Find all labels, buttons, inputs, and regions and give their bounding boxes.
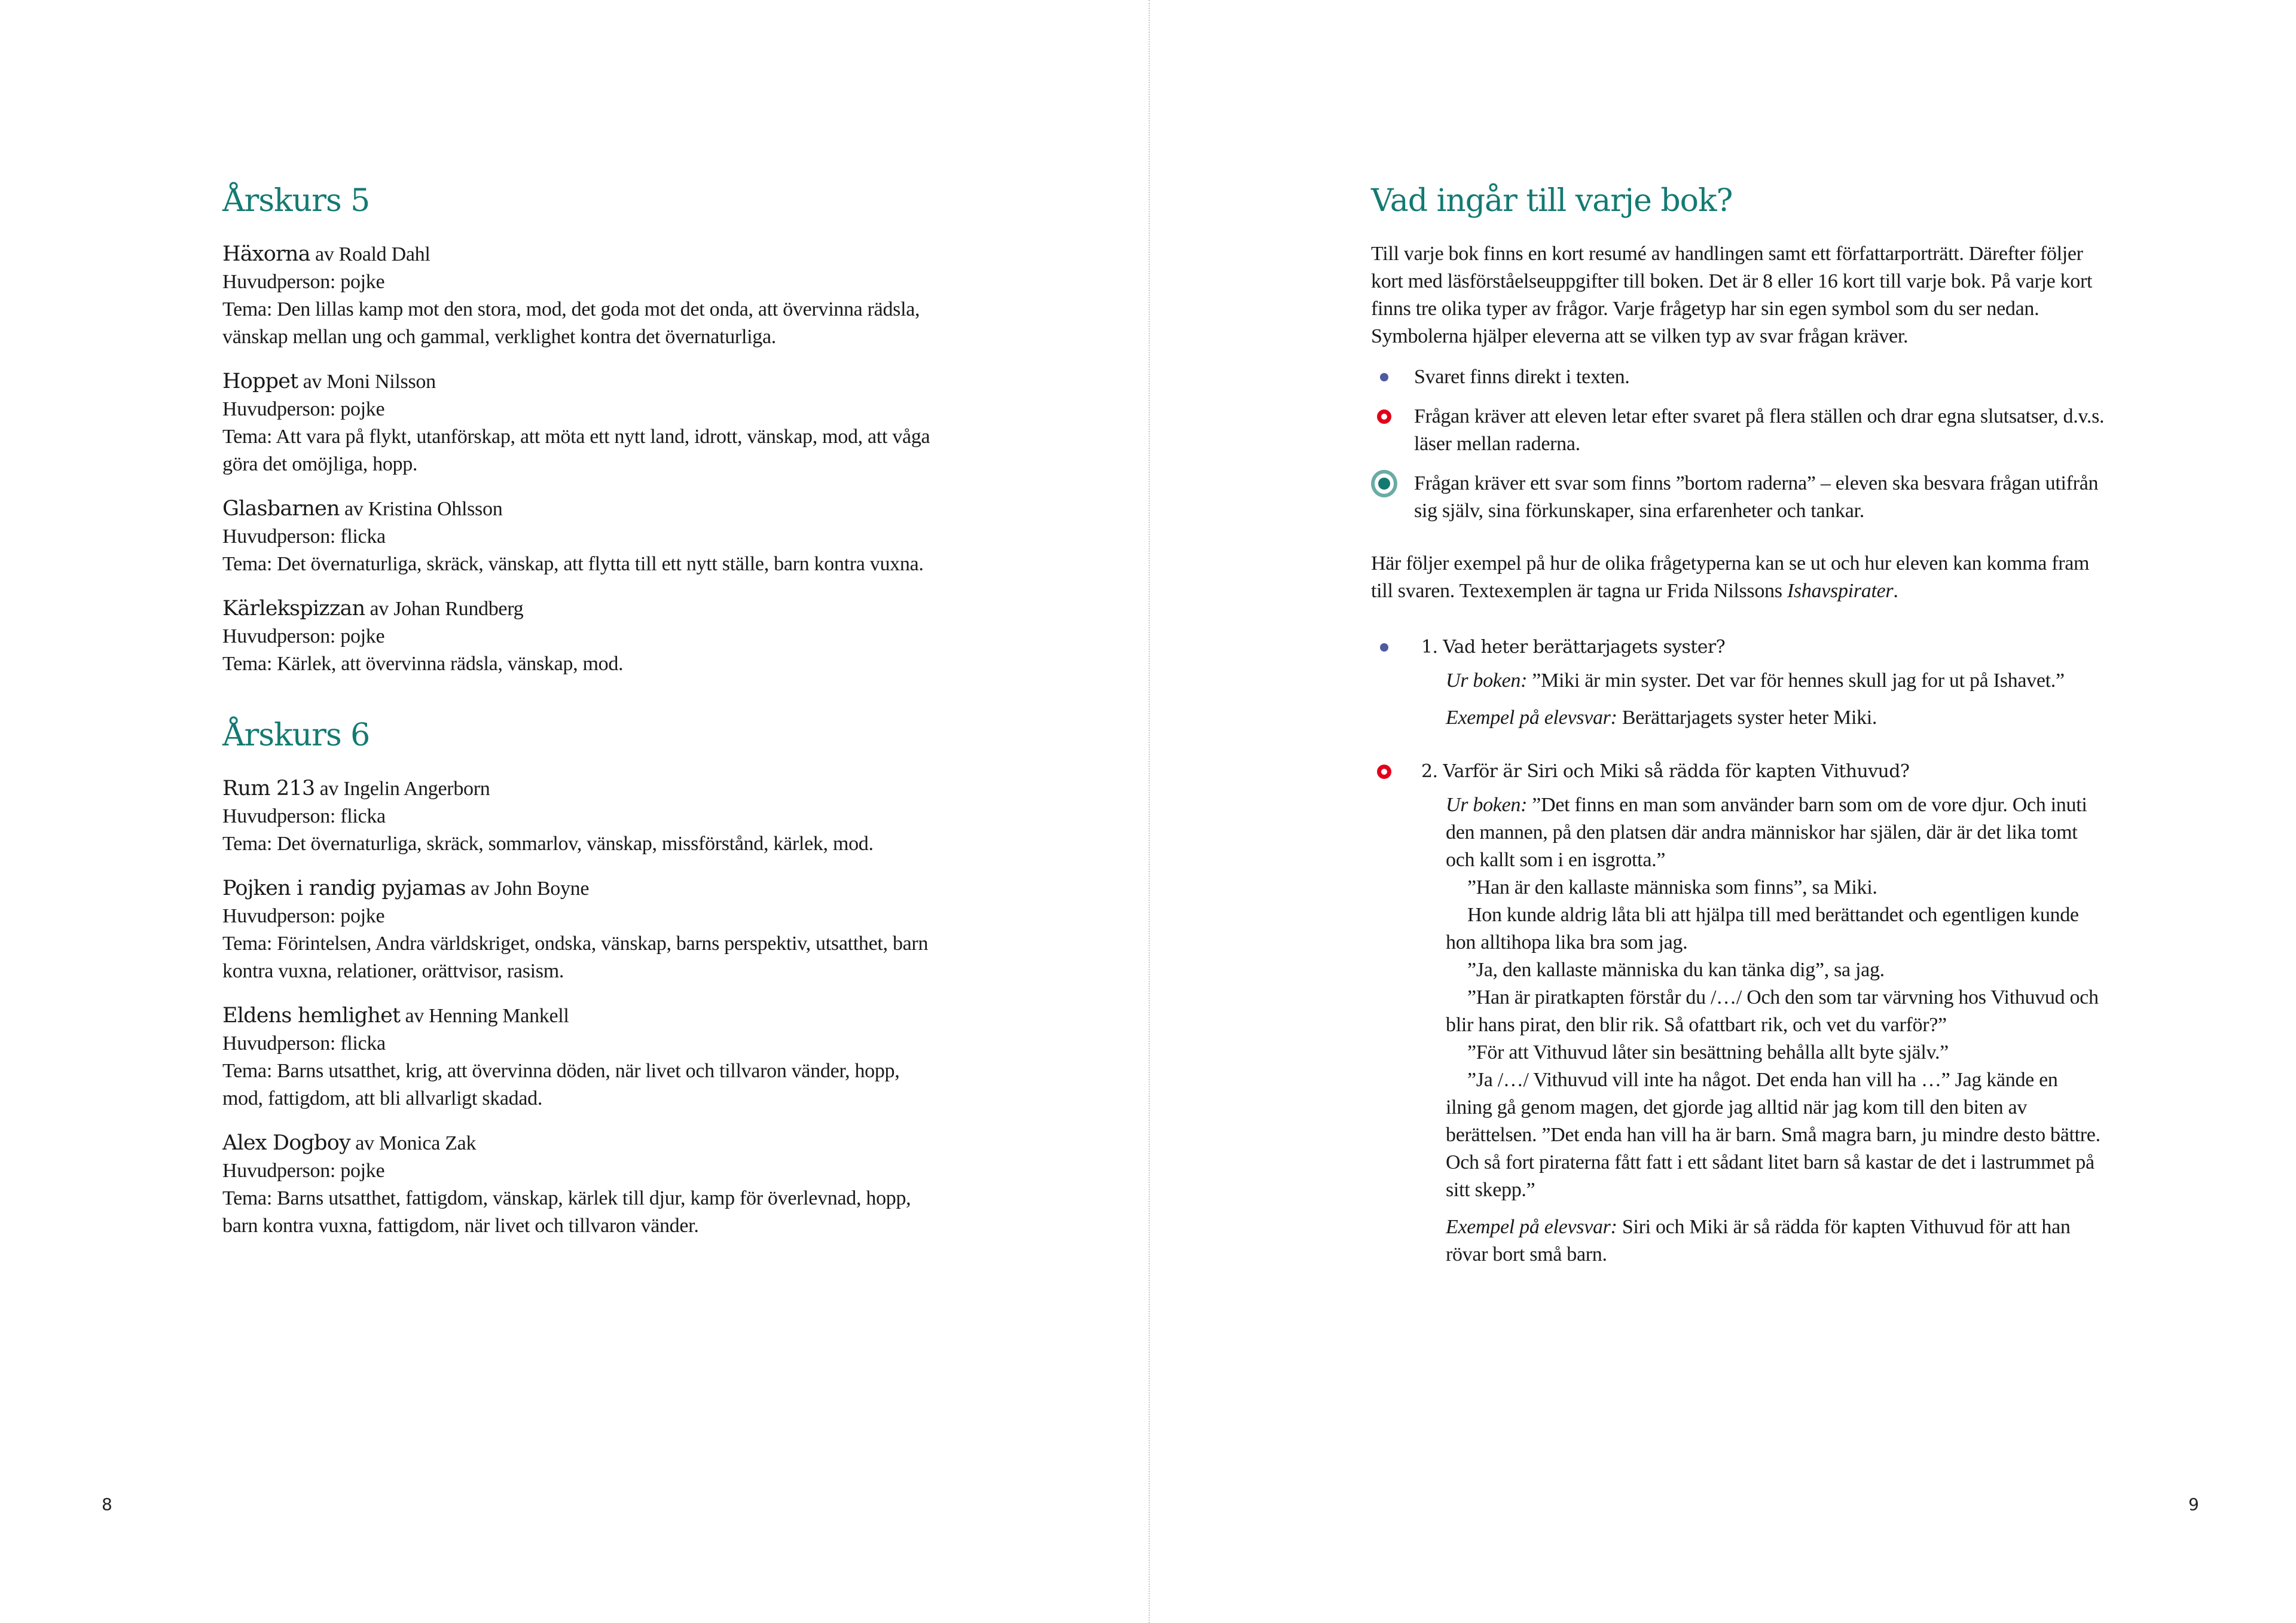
legend-text: Svaret finns direkt i texten. xyxy=(1414,366,1630,388)
quote-label: Ur boken: xyxy=(1446,794,1528,816)
answer-text: Siri och Miki är så rädda för kapten Vithuvud för att han rövar bort små barn. xyxy=(1446,1216,2071,1266)
book-title: Häxorna xyxy=(222,242,310,266)
book-title: Rum 213 xyxy=(222,777,315,800)
question-text: Varför är Siri och Miki så rädda för kapten Vithuvud? xyxy=(1443,761,1910,782)
book-title: Kärlekspizzan xyxy=(222,597,365,621)
book-theme: Tema: Den lillas kamp mot den stora, mod, det goda mot det onda, att övervinna rädsla, vänskap mellan ung och gammal, verklighet kontra det övernaturliga. xyxy=(222,298,920,348)
book-entry xyxy=(222,875,940,985)
book-quote xyxy=(1446,791,2106,874)
book-theme: Tema: Det övernaturliga, skräck, vänskap, att flytta till ett nytt ställe, barn kontra vuxna. xyxy=(222,553,924,575)
page-number: 9 xyxy=(2188,1494,2199,1514)
book-author: John Boyne xyxy=(494,878,590,900)
small-dot-icon xyxy=(1371,634,1397,661)
example-question xyxy=(1371,758,2106,1269)
book-title: Eldens hemlighet xyxy=(222,1004,401,1028)
book-theme: Tema: Barns utsatthet, fattigdom, vänskap, kärlek till djur, kamp för överlevnad, hopp, barn kontra vuxna, fattigdom, när livet och tillvaron vänder. xyxy=(222,1187,911,1237)
page-heading: Vad ingår till varje bok? xyxy=(1371,183,1733,219)
book-entry xyxy=(222,1002,940,1112)
legend-text: Frågan kräver att eleven letar efter svaret på flera ställen och drar egna slutsatser, d.v.s. läser mellan raderna. xyxy=(1414,405,2105,455)
book-entry xyxy=(222,495,940,578)
question-text: Vad heter berättarjagets syster? xyxy=(1443,637,1726,658)
section-heading-arskurs-5: Årskurs 5 xyxy=(222,183,370,219)
book-protagonist: Huvudperson: pojke xyxy=(222,625,385,647)
examples-intro-text: Här följer exempel på hur de olika frågetyperna kan se ut och hur eleven kan komma fram till svaren. Textexemplen är tagna ur Frida Nilssons xyxy=(1371,552,2090,602)
author-prefix: av xyxy=(319,778,339,800)
intro-paragraph: Till varje bok finns en kort resumé av handlingen samt ett författarporträtt. Därefter följer kort med läsförståelseuppgifter till boken. Det är 8 eller 16 kort till varje bok. På varje kort finns tre olika typer av frågor. Varje frågetyp har sin egen symbol som du ser nedan. Symbolerna hjälper eleverna att se vilken typ av svar frågan kräver. xyxy=(1371,243,2093,347)
book-author: Moni Nilsson xyxy=(326,371,436,393)
book-author: Monica Zak xyxy=(378,1132,477,1154)
book-protagonist: Huvudperson: flicka xyxy=(222,525,386,548)
quote-paragraph: ”Han är den kallaste människa som finns”, sa Miki. xyxy=(1467,876,1877,898)
book-entry xyxy=(222,595,940,678)
book-title-ishavspirater: Ishavspirater xyxy=(1787,580,1894,602)
quote-paragraph: ”För att Vithuvud låter sin besättning behålla allt byte själv.” xyxy=(1467,1041,1949,1063)
right-page xyxy=(1148,0,2296,1623)
legend-item xyxy=(1371,470,2106,525)
left-column xyxy=(222,179,940,1240)
question-body xyxy=(1371,791,2106,1269)
question-title xyxy=(1371,758,2106,785)
legend-item xyxy=(1371,403,2106,458)
book-protagonist: Huvudperson: pojke xyxy=(222,1160,385,1182)
book-quote xyxy=(1446,667,2106,695)
book-protagonist: Huvudperson: pojke xyxy=(222,271,385,293)
book-protagonist: Huvudperson: flicka xyxy=(222,805,386,827)
book-entry xyxy=(222,1129,940,1240)
examples-intro-end: . xyxy=(1893,580,1898,602)
author-prefix: av xyxy=(470,878,490,900)
student-answer xyxy=(1446,704,2106,732)
question-number: 1. xyxy=(1421,637,1438,658)
author-prefix: av xyxy=(315,243,334,265)
student-answer xyxy=(1446,1214,2106,1269)
answer-text: Berättarjagets syster heter Miki. xyxy=(1622,707,1877,729)
book-entry xyxy=(222,240,940,351)
author-prefix: av xyxy=(303,371,322,393)
book-author: Johan Rundberg xyxy=(393,598,524,620)
legend-text: Frågan kräver ett svar som finns ”bortom raderna” – eleven ska besvara frågan utifrån sig själv, sina förkunskaper, sina erfarenheter och tankar. xyxy=(1414,472,2099,522)
red-ring-icon xyxy=(1371,758,1397,785)
book-title: Alex Dogboy xyxy=(222,1131,351,1155)
quote-label: Ur boken: xyxy=(1446,670,1528,692)
book-title: Glasbarnen xyxy=(222,497,340,521)
book-entry xyxy=(222,368,940,478)
answer-label: Exempel på elevsvar: xyxy=(1446,707,1617,729)
book-protagonist: Huvudperson: flicka xyxy=(222,1032,386,1055)
quote-paragraph: ”Han är piratkapten förstår du /…/ Och den som tar värvning hos Vithuvud och blir hans pirat, den blir rik. Så ofattbart rik, och vet du varför?” xyxy=(1446,986,2099,1036)
teal-target-icon xyxy=(1371,470,1397,497)
author-prefix: av xyxy=(344,498,364,520)
book-author: Henning Mankell xyxy=(429,1005,569,1027)
question-title xyxy=(1371,634,2106,661)
examples-intro xyxy=(1371,550,2106,605)
book-entry xyxy=(222,775,940,858)
quote-paragraph: Hon kunde aldrig låta bli att hjälpa till med berättandet och egentligen kunde hon alltihopa lika bra som jag. xyxy=(1446,904,2079,953)
book-title: Pojken i randig pyjamas xyxy=(222,876,466,900)
legend-item xyxy=(1371,363,2106,391)
section-heading-arskurs-6: Årskurs 6 xyxy=(222,717,370,753)
page-number: 8 xyxy=(102,1494,112,1514)
small-dot-icon xyxy=(1371,363,1397,391)
author-prefix: av xyxy=(405,1005,424,1027)
book-protagonist: Huvudperson: pojke xyxy=(222,905,385,927)
book-author: Ingelin Angerborn xyxy=(343,778,490,800)
right-column xyxy=(1371,179,2106,1269)
author-prefix: av xyxy=(355,1132,374,1154)
book-author: Kristina Ohlsson xyxy=(368,498,503,520)
question-type-legend xyxy=(1371,363,2106,525)
answer-label: Exempel på elevsvar: xyxy=(1446,1216,1617,1238)
author-prefix: av xyxy=(370,598,389,620)
book-protagonist: Huvudperson: pojke xyxy=(222,398,385,420)
quote-paragraph: ”Ja /…/ Vithuvud vill inte ha något. Det enda han vill ha …” Jag kände en ilning gå genom magen, det gjorde jag alltid när jag kom till den biten av berättelsen. ”Det enda han vill ha är barn. Små magra barn, ju mindre desto bättre. Och så fort piraterna fått fatt i ett sådant litet barn så kastar de det i lastrummet på sitt skepp.” xyxy=(1446,1069,2100,1201)
question-body xyxy=(1371,667,2106,732)
quote-text: ”Miki är min syster. Det var för hennes skull jag for ut på Ishavet.” xyxy=(1532,670,2065,692)
book-theme: Tema: Kärlek, att övervinna rädsla, vänskap, mod. xyxy=(222,653,624,675)
book-theme: Tema: Barns utsatthet, krig, att övervinna döden, när livet och tillvaron vänder, hopp, mod, fattigdom, att bli allvarligt skadad. xyxy=(222,1060,900,1109)
quote-paragraph: ”Ja, den kallaste människa du kan tänka dig”, sa jag. xyxy=(1467,959,1885,981)
book-theme: Tema: Det övernaturliga, skräck, sommarlov, vänskap, missförstånd, kärlek, mod. xyxy=(222,833,874,855)
book-theme: Tema: Att vara på flykt, utanförskap, att möta ett nytt land, idrott, vänskap, mod, att våga göra det omöjliga, hopp. xyxy=(222,426,930,475)
question-number: 2. xyxy=(1421,761,1438,782)
book-author: Roald Dahl xyxy=(338,243,430,265)
example-question xyxy=(1371,634,2106,732)
book-title: Hoppet xyxy=(222,369,298,393)
book-theme: Tema: Förintelsen, Andra världskriget, ondska, vänskap, barns perspektiv, utsatthet, barn kontra vuxna, relationer, orättvisor, rasism. xyxy=(222,933,929,982)
quote-text: ”Det finns en man som använder barn som om de vore djur. Och inuti den mannen, på den platsen där andra människor har själen, där är det lika tomt och kallt som i en isgrotta.” xyxy=(1446,794,2087,871)
red-ring-icon xyxy=(1371,403,1397,430)
